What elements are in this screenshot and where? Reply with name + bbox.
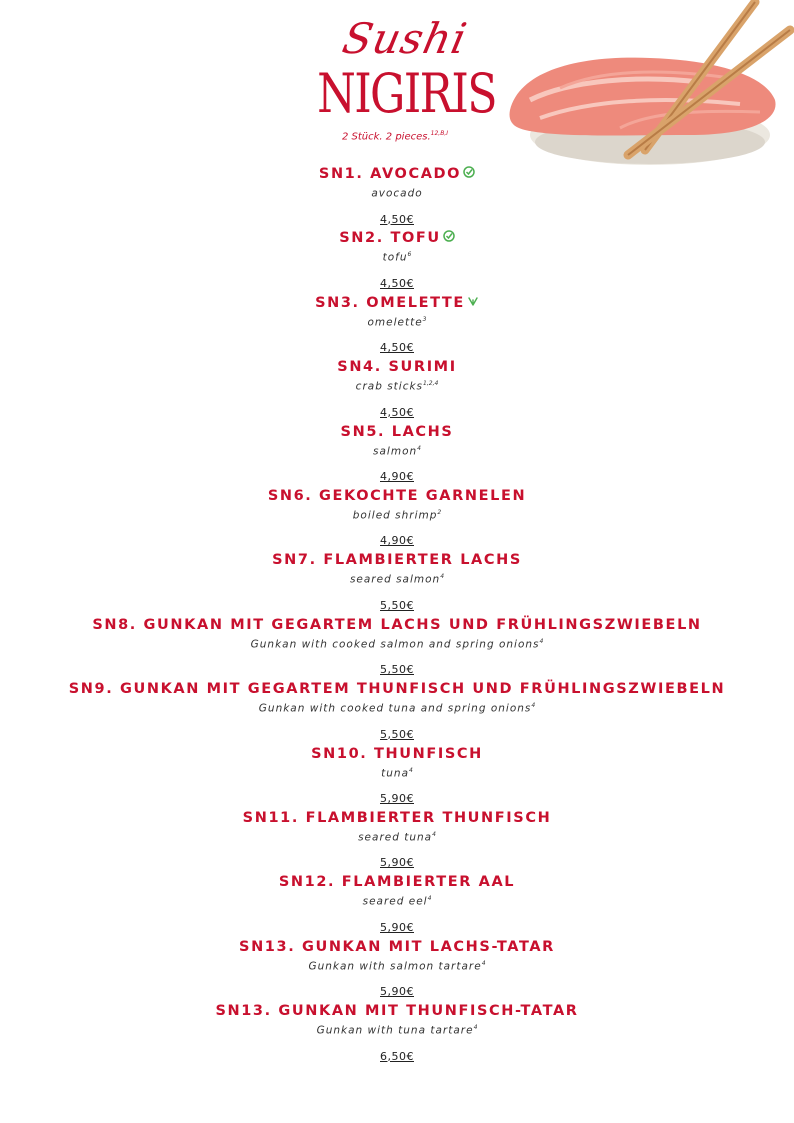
item-description [0, 700, 794, 715]
item-name-text: SN11. FLAMBIERTER THUNFISCH [242, 809, 552, 826]
item-price: 4,50€ [380, 276, 414, 290]
item-price: 6,50€ [380, 1049, 414, 1063]
item-name-text: SN13. GUNKAN MIT THUNFISCH-TATAR [215, 1003, 579, 1020]
vegan-check-icon [463, 163, 475, 185]
item-name [0, 356, 794, 378]
item-description [0, 507, 794, 522]
item-price: 5,50€ [380, 663, 414, 677]
item-name [0, 678, 794, 700]
item-name [0, 1000, 794, 1022]
item-description [0, 378, 794, 393]
item-allergens: 4 [427, 895, 432, 903]
item-name-text: SN12. FLAMBIERTER AAL [278, 874, 516, 891]
item-price: 4,50€ [380, 341, 414, 355]
item-name-text: SN6. GEKOCHTE GARNELEN [267, 487, 527, 504]
item-price: 4,90€ [380, 470, 414, 484]
menu-item [0, 936, 794, 1000]
item-allergens: 1,2,4 [423, 380, 439, 388]
item-description [0, 636, 794, 651]
menu-item [0, 227, 794, 291]
portion-text: 2 Stück. 2 pieces. [342, 131, 431, 143]
item-price: 5,50€ [380, 598, 414, 612]
item-description [0, 893, 794, 908]
item-allergens: 4 [440, 573, 445, 581]
item-name [0, 936, 794, 958]
item-name-text: SN2. TOFU [339, 230, 441, 247]
item-name-text: SN5. LACHS [340, 423, 454, 440]
item-desc-text: avocado [371, 187, 423, 200]
item-name [0, 163, 794, 185]
item-description [0, 314, 794, 329]
item-desc-text: seared tuna [358, 831, 433, 844]
item-name [0, 227, 794, 249]
item-name-text: SN3. OMELETTE [315, 294, 465, 311]
menu-item [0, 163, 794, 227]
menu-item [0, 1000, 794, 1064]
item-allergens: 4 [481, 959, 486, 967]
item-name-text: SN1. AVOCADO [318, 166, 462, 182]
menu-item [0, 549, 794, 613]
item-allergens: 4 [539, 637, 544, 645]
item-allergens: 4 [432, 830, 436, 838]
item-price: 4,50€ [380, 212, 414, 226]
item-name-text: SN9. GUNKAN MIT GEGARTEM THUNFISCH UND FRÜHLINGSZWIEBELN [68, 681, 726, 698]
menu-item [0, 807, 794, 871]
item-price: 4,50€ [380, 405, 414, 419]
item-desc-text: Gunkan with salmon tartare [308, 960, 482, 973]
item-name-text: SN8. GUNKAN MIT GEGARTEM LACHS UND FRÜHLINGSZWIEBELN [92, 616, 702, 633]
item-price: 5,90€ [380, 856, 414, 870]
item-name [0, 485, 794, 507]
item-allergens: 4 [473, 1024, 478, 1032]
item-allergens: 4 [417, 444, 421, 452]
item-name [0, 292, 794, 314]
item-desc-text: omelette [367, 316, 423, 329]
item-description [0, 829, 794, 844]
item-desc-text: Gunkan with cooked tuna and spring onions [258, 702, 532, 715]
item-desc-text: seared salmon [349, 573, 441, 586]
item-price: 4,90€ [380, 534, 414, 548]
item-allergens: 3 [422, 315, 427, 323]
item-allergens: 4 [409, 766, 413, 774]
item-allergens: 6 [407, 251, 412, 259]
item-description [0, 765, 794, 780]
item-name [0, 743, 794, 765]
item-description [0, 958, 794, 973]
menu-item [0, 421, 794, 485]
page-title: NIGIRIS [317, 62, 496, 125]
item-name-text: SN13. GUNKAN MIT LACHS-TATAR [239, 938, 555, 955]
item-price: 5,90€ [380, 792, 414, 806]
menu-item [0, 743, 794, 807]
item-desc-text: salmon [373, 445, 418, 458]
item-desc-text: crab sticks [355, 380, 424, 393]
item-desc-text: boiled shrimp [352, 509, 438, 522]
item-description [0, 443, 794, 458]
script-title: Sushi [338, 14, 472, 63]
menu-item [0, 356, 794, 420]
item-name [0, 421, 794, 443]
item-allergens: 2 [437, 508, 442, 516]
item-name [0, 871, 794, 893]
item-price: 5,90€ [380, 920, 414, 934]
vegan-check-icon [443, 227, 455, 249]
portion-allergens: 12,B,I [430, 130, 448, 137]
menu-item [0, 871, 794, 935]
item-name [0, 807, 794, 829]
item-name [0, 549, 794, 571]
item-price: 5,90€ [380, 985, 414, 999]
item-name-text: SN10. THUNFISCH [311, 745, 483, 762]
item-name-text: SN4. SURIMI [337, 359, 457, 376]
item-desc-text: Gunkan with tuna tartare [316, 1024, 474, 1037]
item-description [0, 249, 794, 264]
item-desc-text: tofu [382, 251, 408, 264]
item-desc-text: tuna [381, 767, 410, 780]
menu-header [0, 0, 794, 165]
menu-item [0, 292, 794, 356]
menu-item [0, 678, 794, 742]
item-desc-text: Gunkan with cooked salmon and spring onions [250, 638, 540, 651]
item-description [0, 571, 794, 586]
item-name [0, 614, 794, 636]
item-description [0, 185, 794, 200]
item-price: 5,50€ [380, 727, 414, 741]
menu-item [0, 485, 794, 549]
portion-subtitle [330, 130, 460, 142]
item-allergens: 4 [531, 702, 536, 710]
menu-list [0, 163, 794, 1064]
vegetarian-leaf-icon [467, 292, 479, 314]
item-name-text: SN7. FLAMBIERTER LACHS [272, 552, 522, 569]
item-description [0, 1022, 794, 1037]
item-desc-text: seared eel [362, 895, 428, 908]
menu-item [0, 614, 794, 678]
